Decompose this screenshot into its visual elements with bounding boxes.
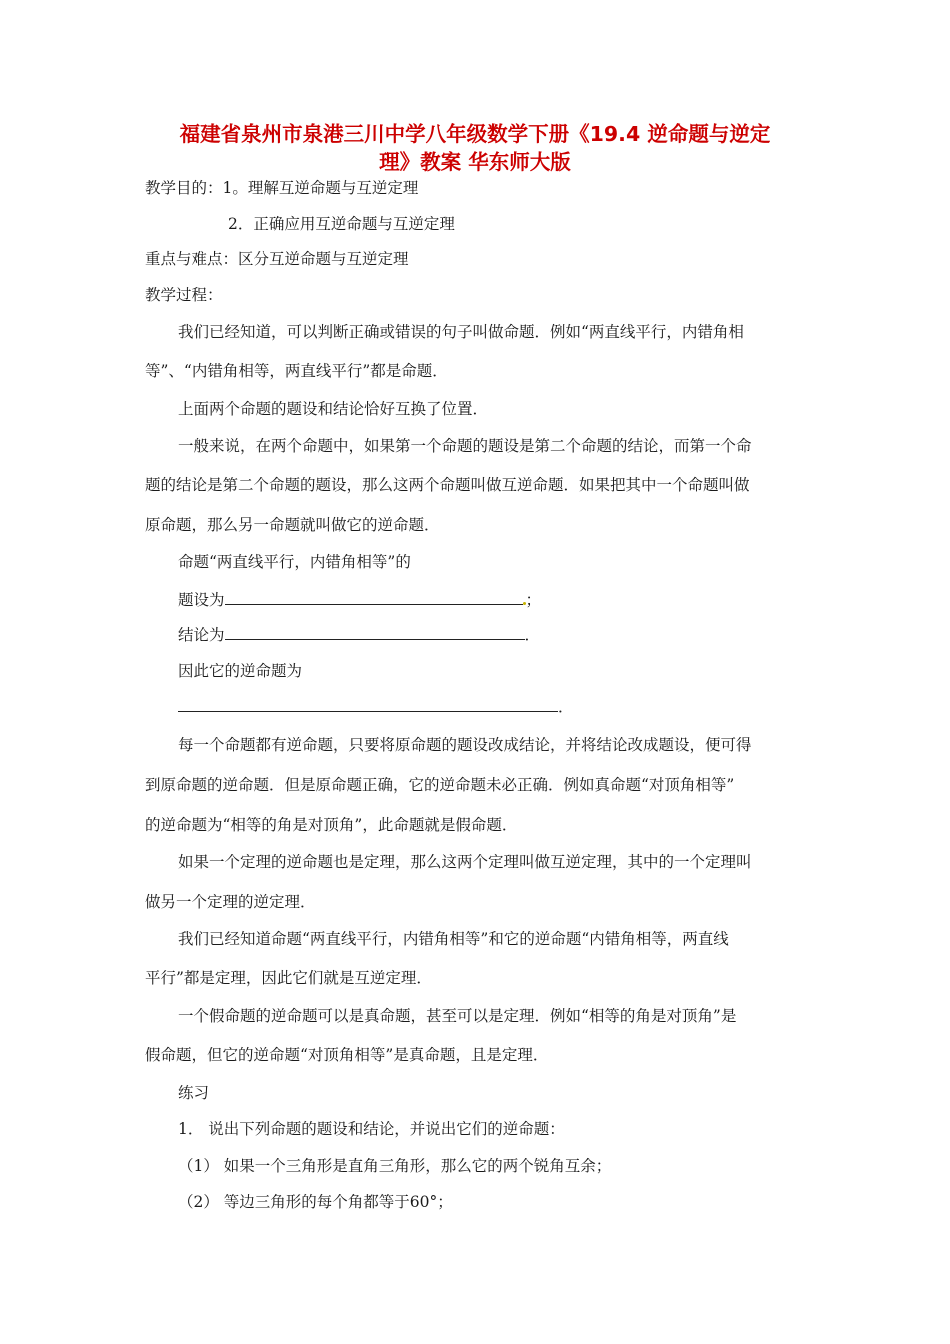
paragraph-5-line-1: 如果一个定理的逆命题也是定理，那么这两个定理叫做互逆定理，其中的一个定理叫	[178, 853, 752, 871]
question-conclusion-line	[178, 625, 540, 645]
conclusion-label: 结论为	[178, 626, 225, 644]
exercise-1: 1． 说出下列命题的题设和结论，并说出它们的逆命题：	[178, 1120, 565, 1138]
paragraph-5-line-2: 做另一个定理的逆定理．	[145, 893, 316, 911]
converse-end: ．	[558, 698, 574, 716]
converse-blank	[178, 697, 558, 712]
paragraph-3-line-1: 一般来说，在两个命题中，如果第一个命题的题设是第二个命题的结论，而第一个命	[178, 437, 752, 455]
conclusion-end: ．	[524, 626, 541, 644]
paragraph-4-line-2: 到原命题的逆命题．但是原命题正确，它的逆命题未必正确．例如真命题“对顶角相等”	[145, 776, 735, 794]
hypothesis-end: ；	[525, 591, 542, 609]
question-intro: 命题“两直线平行，内错角相等”的	[178, 553, 411, 571]
paragraph-4-line-1: 每一个命题都有逆命题，只要将原命题的题设改成结论，并将结论改成题设，便可得	[178, 736, 752, 754]
title-line-1: 福建省泉州市泉港三川中学八年级数学下册《19.4 逆命题与逆定	[179, 122, 771, 146]
exercise-1-item-2: （2） 等边三角形的每个角都等于60°；	[178, 1193, 453, 1211]
hypothesis-blank	[225, 590, 523, 605]
paragraph-7-line-1: 一个假命题的逆命题可以是真命题，甚至可以是定理．例如“相等的角是对顶角”是	[178, 1007, 737, 1025]
document-title	[145, 120, 805, 176]
hypothesis-label: 题设为	[178, 591, 225, 609]
question-converse: 因此它的逆命题为	[178, 662, 303, 680]
paragraph-6-line-1: 我们已经知道命题“两直线平行，内错角相等”和它的逆命题“内错角相等，两直线	[178, 930, 729, 948]
paragraph-1-line-1: 我们已经知道，可以判断正确或错误的句子叫做命题．例如“两直线平行，内错角相	[178, 323, 744, 341]
paragraph-1-line-2: 等”、“内错角相等，两直线平行”都是命题．	[145, 362, 448, 380]
question-converse-blank-line	[178, 697, 574, 717]
paragraph-3-line-2: 题的结论是第二个命题的题设，那么这两个命题叫做互逆命题．如果把其中一个命题叫做	[145, 476, 750, 494]
paragraph-6-line-2: 平行”都是定理，因此它们就是互逆定理．	[145, 969, 432, 987]
key-points: 重点与难点：区分互逆命题与互逆定理	[145, 250, 409, 268]
paragraph-4-line-3: 的逆命题为“相等的角是对顶角”，此命题就是假命题．	[145, 816, 518, 834]
paragraph-3-line-3: 原命题，那么另一命题就叫做它的逆命题．	[145, 516, 440, 534]
title-line-2: 理》教案 华东师大版	[379, 150, 571, 174]
exercise-1-item-1: （1） 如果一个三角形是直角三角形，那么它的两个锐角互余；	[178, 1157, 612, 1175]
teaching-goal-2: 2．正确应用互逆命题与互逆定理	[228, 215, 455, 233]
paragraph-7-line-2: 假命题，但它的逆命题“对顶角相等”是真命题，且是定理．	[145, 1046, 549, 1064]
paragraph-2: 上面两个命题的题设和结论恰好互换了位置．	[178, 400, 489, 418]
question-hypothesis-line	[178, 590, 541, 610]
teaching-goal-1: 教学目的：1。理解互逆命题与互逆定理	[145, 179, 419, 197]
teaching-process-heading: 教学过程：	[145, 286, 223, 304]
exercise-heading: 练习	[178, 1084, 210, 1102]
conclusion-blank	[225, 625, 525, 640]
